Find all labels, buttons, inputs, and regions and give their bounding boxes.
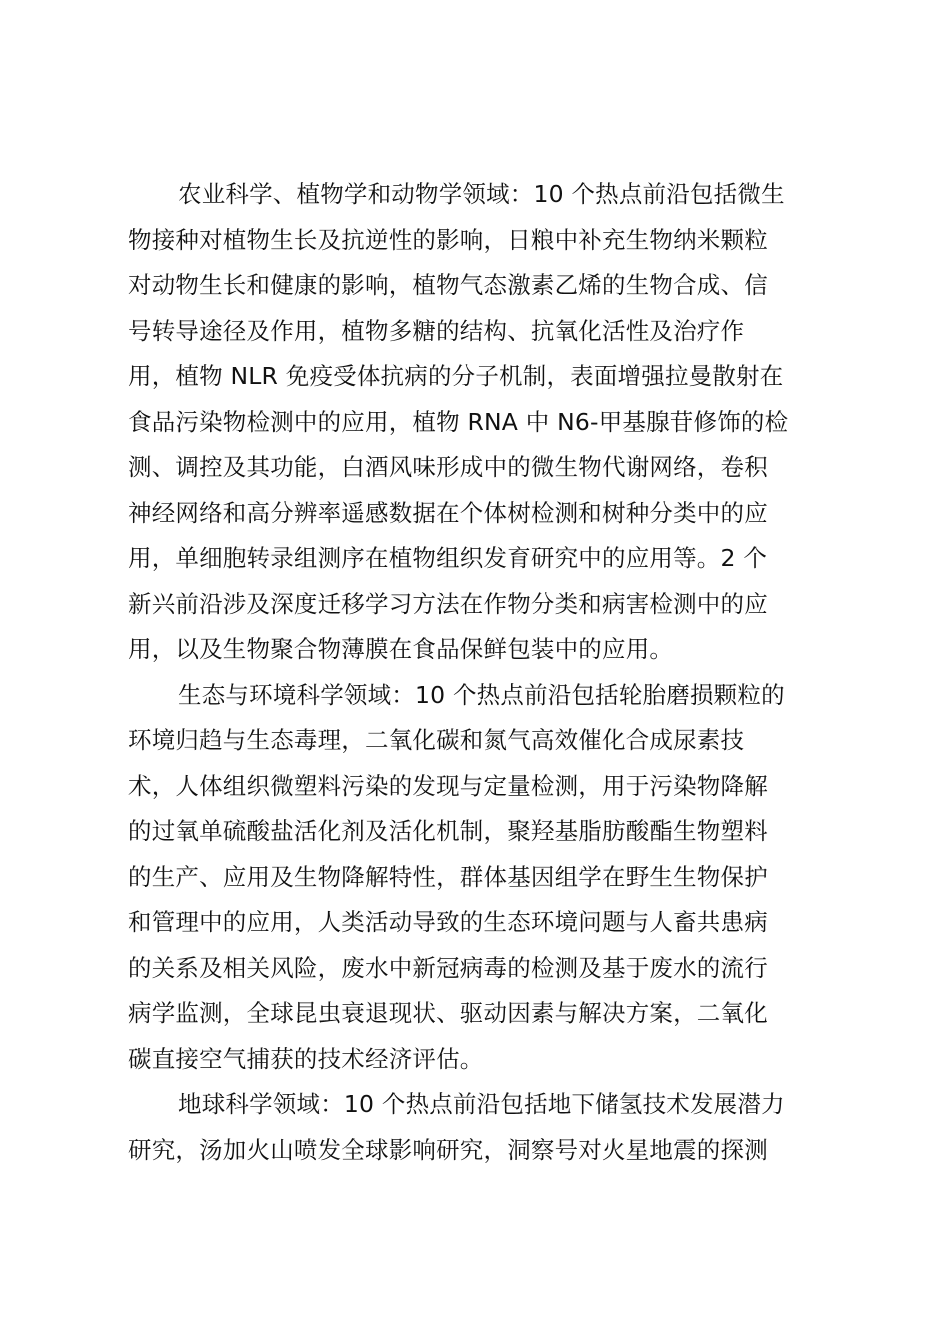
text-line: 和管理中的应用，人类活动导致的生态环境问题与人畜共患病	[128, 908, 768, 936]
text-line: 食品污染物检测中的应用，植物 RNA 中 N6-甲基腺苷修饰的检	[128, 407, 789, 436]
text-line: 用，植物 NLR 免疫受体抗病的分子机制，表面增强拉曼散射在	[128, 362, 784, 390]
text-line: 神经网络和高分辨率遥感数据在个体树检测和树种分类中的应	[128, 498, 768, 527]
text-line: 用，单细胞转录组测序在植物组织发育研究中的应用等。2 个	[128, 544, 768, 572]
document-page	[128, 172, 828, 1173]
text-line: 研究，汤加火山喷发全球影响研究，洞察号对火星地震的探测	[128, 1135, 768, 1164]
text-line: 碳直接空气捕获的技术经济评估。	[128, 1044, 484, 1073]
text-line: 农业科学、植物学和动物学领域：10 个热点前沿包括微生	[178, 180, 785, 208]
text-line: 的过氧单硫酸盐活化剂及活化机制，聚羟基脂肪酸酯生物塑料	[128, 817, 768, 845]
text-line: 术，人体组织微塑料污染的发现与定量检测，用于污染物降解	[128, 771, 768, 800]
text-line: 对动物生长和健康的影响，植物气态激素乙烯的生物合成、信	[128, 271, 768, 299]
text-line: 的生产、应用及生物降解特性，群体基因组学在野生生物保护	[128, 862, 768, 891]
text-line: 物接种对植物生长及抗逆性的影响，日粮中补充生物纳米颗粒	[128, 225, 768, 254]
text-line: 地球科学领域：10 个热点前沿包括地下储氢技术发展潜力	[178, 1090, 785, 1118]
text-line: 病学监测，全球昆虫衰退现状、驱动因素与解决方案，二氧化	[128, 999, 768, 1027]
text-line: 测、调控及其功能，白酒风味形成中的微生物代谢网络，卷积	[128, 453, 768, 481]
text-line: 用，以及生物聚合物薄膜在食品保鲜包装中的应用。	[128, 635, 674, 663]
paragraph-ecology-environment	[128, 673, 828, 1083]
text-line: 号转导途径及作用，植物多糖的结构、抗氧化活性及治疗作	[128, 316, 745, 345]
text-line: 环境归趋与生态毒理，二氧化碳和氮气高效催化合成尿素技	[128, 726, 745, 754]
text-line: 新兴前沿涉及深度迁移学习方法在作物分类和病害检测中的应	[128, 589, 768, 618]
text-line: 的关系及相关风险，废水中新冠病毒的检测及基于废水的流行	[128, 953, 768, 982]
paragraph-agriculture	[128, 172, 828, 673]
paragraph-earth-science	[128, 1082, 828, 1173]
text-line: 生态与环境科学领域：10 个热点前沿包括轮胎磨损颗粒的	[178, 680, 785, 709]
